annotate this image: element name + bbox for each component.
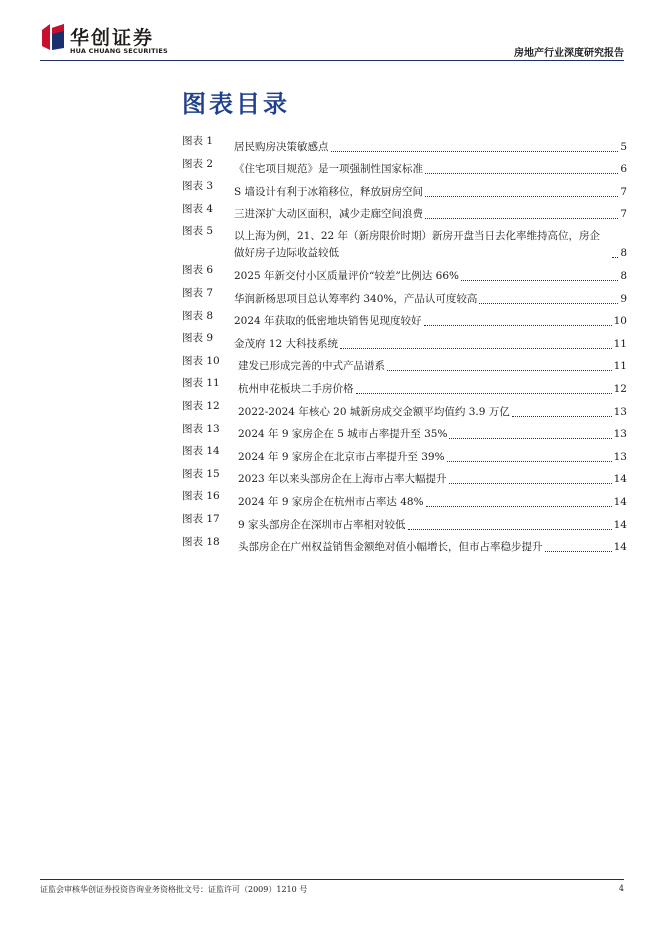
toc-entry-text: 华润新杨思项目总认筹率约 340%，产品认可度较高 (234, 292, 478, 305)
dot-leader (408, 528, 612, 530)
footer-divider (40, 879, 624, 880)
huachuang-logo (40, 22, 190, 60)
toc-entry-page: 13 (613, 450, 627, 463)
toc-entry-label: 图表 4 (182, 202, 214, 215)
toc-entry[interactable] (182, 443, 627, 466)
toc-entry-label: 图表 11 (182, 377, 220, 390)
toc-entry[interactable] (182, 330, 627, 353)
toc-entry-text: 9 家头部房企在深圳市占率相对较低 (238, 518, 406, 531)
toc-entry-page: 6 (620, 163, 627, 176)
dot-leader (331, 150, 619, 152)
toc-entry-label: 图表 3 (182, 180, 214, 193)
toc-entry-text: 《住宅项目规范》是一项强制性国家标准 (234, 163, 423, 176)
toc-entry-page: 14 (613, 473, 627, 486)
toc-entry-page: 12 (613, 382, 627, 395)
dot-leader (449, 482, 612, 484)
toc-entry[interactable] (182, 375, 627, 398)
toc-entry-label: 图表 6 (182, 264, 214, 277)
toc-entry-label: 图表 12 (182, 399, 220, 412)
toc-entry-text: 以上海为例，21、22 年（新房限价时期）新房开盘当日去化率维持高位，房企做好房子边际收益较低 (234, 230, 601, 260)
toc-entry-label: 图表 8 (182, 309, 214, 322)
toc-entry-label: 图表 16 (182, 490, 220, 503)
toc-entry-label: 图表 5 (182, 225, 214, 238)
toc-entry[interactable] (182, 262, 627, 285)
toc-entry-page: 11 (613, 337, 627, 350)
toc-entry-page: 13 (613, 428, 627, 441)
toc-entry-page: 5 (620, 140, 627, 153)
toc-entry-text: 2025 年新交付小区质量评价“较差”比例达 66% (234, 269, 459, 282)
toc-entry-label: 图表 14 (182, 445, 220, 458)
dot-leader (356, 392, 612, 394)
dot-leader (479, 302, 618, 304)
toc-entry-page: 10 (613, 315, 627, 328)
dot-leader (461, 279, 618, 281)
toc-entry[interactable] (182, 421, 627, 444)
toc-entry-label: 图表 15 (182, 467, 220, 480)
toc-entry-label: 图表 2 (182, 157, 214, 170)
toc-entry[interactable] (182, 511, 627, 534)
toc-entry[interactable] (182, 201, 627, 224)
toc-entry-text: 金茂府 12 大科技系统 (234, 337, 339, 350)
dot-leader (545, 550, 612, 552)
logo-mark-icon (40, 22, 66, 52)
toc-entry[interactable] (182, 133, 627, 156)
toc-entry[interactable] (182, 285, 627, 308)
toc-entry-page: 14 (613, 541, 627, 554)
dot-leader (424, 324, 612, 326)
toc-entry-text: 2022-2024 年核心 20 城新房成交金额平均值约 3.9 万亿 (238, 405, 510, 418)
toc-entry-text: 头部房企在广州权益销售金额绝对值小幅增长，但市占率稳步提升 (238, 541, 543, 554)
dot-leader (449, 437, 611, 439)
toc-entry[interactable] (182, 308, 627, 331)
toc-entry-label: 图表 9 (182, 332, 214, 345)
toc-entry-text: 2024 年 9 家房企在 5 城市占率提升至 35% (238, 428, 448, 441)
toc-entry-text: 建发已形成完善的中式产品谱系 (238, 360, 385, 373)
footer-license: 证监会审核华创证券投资咨询业务资格批文号：证监许可（2009）1210 号 (40, 885, 308, 894)
toc-entry-text: 2024 年 9 家房企在北京市占率提升至 39% (238, 450, 445, 463)
dot-leader (447, 460, 612, 462)
dot-leader (425, 217, 618, 219)
toc-entry-label: 图表 1 (182, 135, 214, 147)
dot-leader (425, 172, 618, 174)
toc-entry-page: 14 (613, 518, 627, 531)
toc-entry-text: 2023 年以来头部房企在上海市占率大幅提升 (238, 473, 447, 486)
toc-entry-page: 7 (620, 208, 627, 221)
toc-entry-page: 14 (613, 495, 627, 508)
report-type: 房地产行业深度研究报告 (514, 48, 624, 59)
toc-entry[interactable] (182, 466, 627, 489)
toc-entry[interactable] (182, 534, 627, 557)
dot-leader (612, 256, 618, 258)
toc-entry-text: 杭州申花板块二手房价格 (238, 382, 354, 395)
toc-entry[interactable] (182, 178, 627, 201)
dot-leader (340, 347, 612, 349)
toc-entry-text: 居民购房决策敏感点 (234, 140, 329, 153)
logo-english-name: HUA CHUANG SECURITIES (70, 47, 168, 55)
toc-entry-label: 图表 7 (182, 286, 214, 299)
logo-chinese-name: 华创证券 (70, 27, 155, 49)
toc-entry-page: 7 (620, 185, 627, 198)
toc-entry-text: 三进深扩大动区面积，减少走廊空间浪费 (234, 208, 423, 221)
toc-entry-text: S 墙设计有利于冰箱移位，释放厨房空间 (234, 185, 424, 198)
footer-page-number: 4 (618, 884, 624, 893)
dot-leader (387, 369, 612, 371)
toc-entry[interactable] (182, 488, 627, 511)
toc-entry[interactable] (182, 353, 627, 376)
toc-entry[interactable] (182, 223, 627, 262)
dot-leader (512, 415, 612, 417)
toc-list (182, 133, 627, 556)
toc-entry-label: 图表 10 (182, 354, 220, 367)
toc-entry-text: 2024 年获取的低密地块销售见现度较好 (234, 315, 422, 328)
toc-entry-page: 8 (620, 269, 627, 282)
toc-entry-label: 图表 17 (182, 512, 220, 525)
page-header (0, 0, 662, 66)
toc-entry-page: 13 (613, 405, 627, 418)
toc-entry-text: 2024 年 9 家房企在杭州市占率达 48% (238, 495, 424, 508)
dot-leader (426, 505, 612, 507)
toc-entry[interactable] (182, 398, 627, 421)
toc-entry-page: 11 (613, 360, 627, 373)
toc-entry-page: 8 (620, 247, 627, 260)
toc-entry-label: 图表 18 (182, 535, 220, 548)
toc-entry-page: 9 (620, 292, 627, 305)
toc-entry-label: 图表 13 (182, 422, 220, 435)
toc-title: 图表目录 (182, 90, 290, 118)
dot-leader (425, 195, 618, 197)
toc-entry[interactable] (182, 156, 627, 179)
header-divider (40, 60, 624, 61)
